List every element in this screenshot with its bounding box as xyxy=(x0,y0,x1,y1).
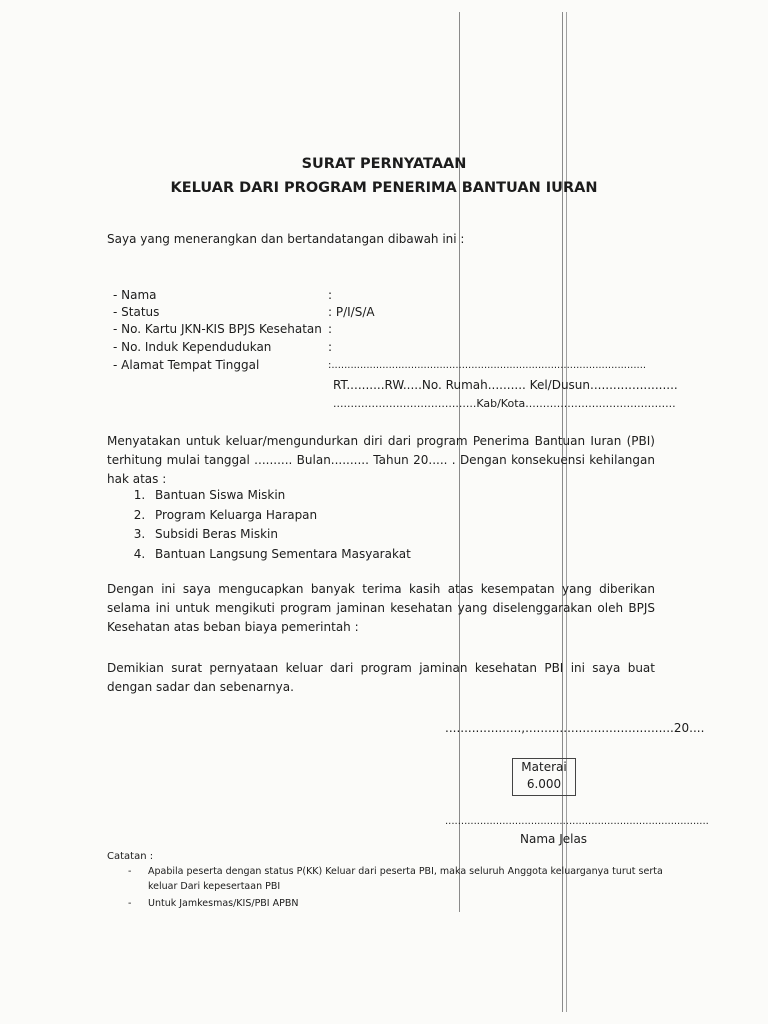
field-value-status: : P/I/S/A xyxy=(328,305,375,319)
address-line-rt-rw: RT..........RW.....No. Rumah.......... Kel/Dusun....................... xyxy=(333,378,678,392)
list-item: 3. Subsidi Beras Miskin xyxy=(149,525,411,545)
field-label-nik: - No. Induk Kependudukan xyxy=(113,340,272,354)
stamp-value: 6.000 xyxy=(526,777,562,791)
thanks-paragraph: Dengan ini saya mengucapkan banyak terima kasih atas kesempatan yang diberikan selama ini untuk mengikuti program jaminan kesehatan yang diselenggarakan oleh BPJS Kesehatan atas beban biaya pemerintah : xyxy=(107,582,655,634)
statement-paragraph: Menyatakan untuk keluar/mengundurkan diri dari program Penerima Bantuan Iuran (PBI) terhitung mulai tanggal .......... Bulan.......... Tahun 20..... . Dengan konsekuensi kehilangan hak atas : xyxy=(107,434,655,486)
list-item: - Apabila peserta dengan status P(KK) Keluar dari peserta PBI, maka seluruh Anggota keluarganya turut serta keluar Dari kepesertaan PBI xyxy=(120,864,665,894)
signature-name-dots: ................................................................................... xyxy=(445,816,709,827)
field-label-card-number: - No. Kartu JKN-KIS BPJS Kesehatan xyxy=(113,322,322,336)
field-label-name: - Nama xyxy=(113,288,157,302)
list-item: 4. Bantuan Langsung Sementara Masyarakat xyxy=(149,545,411,565)
field-label-status: - Status xyxy=(113,305,160,319)
document-subtitle: KELUAR DARI PROGRAM PENERIMA BANTUAN IURAN xyxy=(170,180,598,196)
list-item: 1. Bantuan Siswa Miskin xyxy=(149,486,411,506)
notes-list xyxy=(120,864,665,911)
field-value-card-number: : xyxy=(328,322,333,336)
intro-text: Saya yang menerangkan dan bertandatangan dibawah ini : xyxy=(107,232,465,246)
signature-date-line: ....................,.......................................20.... xyxy=(445,721,705,735)
list-item: 2. Program Keluarga Harapan xyxy=(149,506,411,526)
field-label-address: - Alamat Tempat Tinggal xyxy=(113,358,260,372)
signature-name-label: Nama Jelas xyxy=(520,832,588,846)
closing-paragraph: Demikian surat pernyataan keluar dari program jaminan kesehatan PBI ini saya buat dengan sadar dan sebenarnya. xyxy=(107,661,655,694)
notes-title: Catatan : xyxy=(107,851,154,862)
field-value-nik: : xyxy=(328,340,333,354)
address-line-kab-kota: .........................................Kab/Kota........................................... xyxy=(333,397,676,410)
document-title: SURAT PERNYATAAN xyxy=(301,156,467,172)
benefits-list xyxy=(107,486,411,564)
field-value-address: :................................................................................................... xyxy=(328,360,647,371)
stamp-label: Materai xyxy=(521,760,567,774)
list-item: - Untuk Jamkesmas/KIS/PBI APBN xyxy=(120,896,665,911)
field-value-name: : xyxy=(328,288,333,302)
materai-stamp-box xyxy=(512,758,576,796)
